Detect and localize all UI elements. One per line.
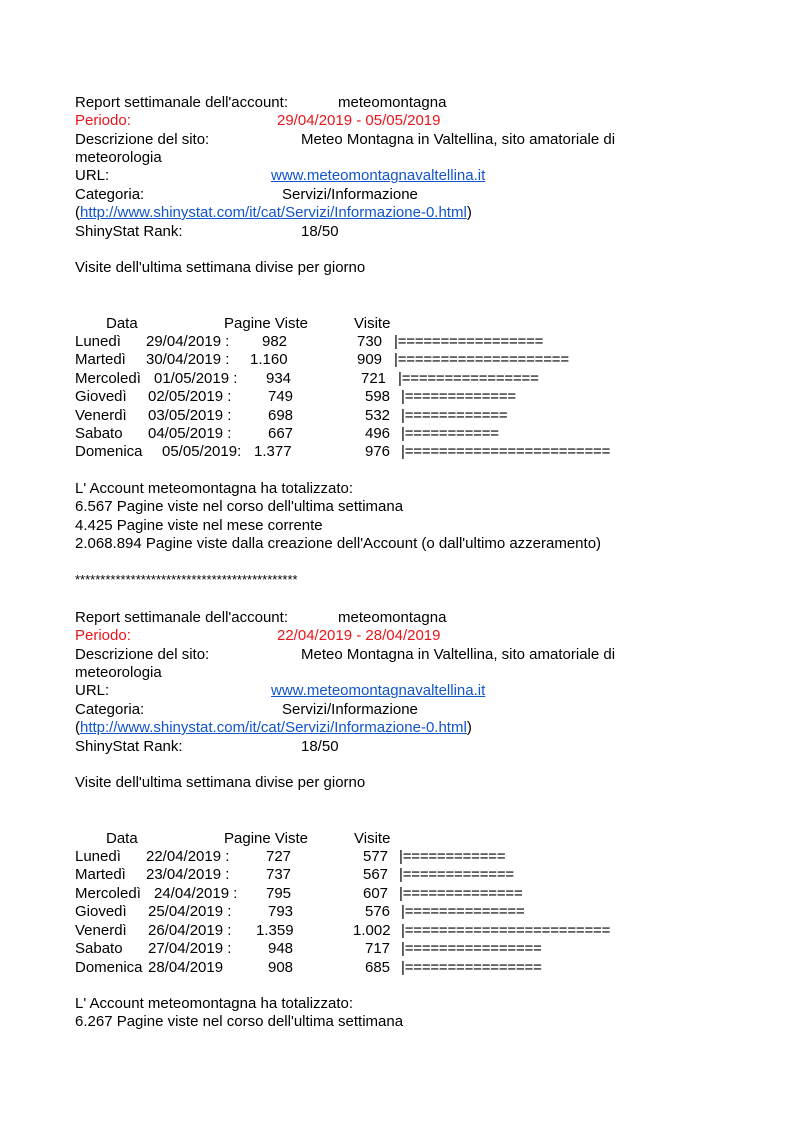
col-header-data: Data <box>106 315 138 332</box>
row-pages: 793 <box>268 903 294 920</box>
row-visits: 577 <box>363 848 389 865</box>
description-label: Descrizione del sito: <box>75 131 210 148</box>
row-visits: 576 <box>365 903 391 920</box>
row-date: 22/04/2019 : <box>146 848 230 865</box>
account-label: Report settimanale dell'account: <box>75 94 288 111</box>
site-url-link[interactable]: www.meteomontagnavaltellina.it <box>271 682 486 699</box>
description-value-cont: meteorologia <box>75 664 162 681</box>
row-visits: 685 <box>365 959 391 976</box>
row-bar: |============== <box>401 903 525 920</box>
rank-value: 18/50 <box>301 738 339 755</box>
description-value: Meteo Montagna in Valtellina, sito amatoriale di <box>301 646 616 663</box>
row-pages: 737 <box>266 866 292 883</box>
row-date: 04/05/2019 : <box>148 425 232 442</box>
row-date: 26/04/2019 : <box>148 922 232 939</box>
site-url-link[interactable]: www.meteomontagnavaltellina.it <box>271 167 486 184</box>
category-url-line <box>75 719 472 737</box>
summary-total: 2.068.894 Pagine viste dalla creazione dell'Account (o dall'ultimo azzeramento) <box>75 535 602 552</box>
category-url-line <box>75 204 472 222</box>
row-bar: |================ <box>401 940 542 957</box>
row-pages: 749 <box>268 388 294 405</box>
description-value-cont: meteorologia <box>75 149 162 166</box>
row-pages: 934 <box>266 370 292 387</box>
paren-open: ( <box>75 719 80 736</box>
summary-week: 6.567 Pagine viste nel corso dell'ultima settimana <box>75 498 404 515</box>
row-pages: 982 <box>262 333 288 350</box>
row-date: 30/04/2019 : <box>146 351 230 368</box>
paren-close: ) <box>466 204 472 221</box>
summary-week: 6.267 Pagine viste nel corso dell'ultima settimana <box>75 1013 404 1030</box>
rank-label: ShinyStat Rank: <box>75 223 183 240</box>
row-date: 01/05/2019 : <box>154 370 238 387</box>
row-visits: 909 <box>357 351 383 368</box>
row-bar: |=========== <box>401 425 499 442</box>
col-header-pages: Pagine Viste <box>224 315 308 332</box>
row-day: Giovedì <box>75 903 127 920</box>
row-visits: 496 <box>365 425 391 442</box>
summary-heading: L' Account meteomontagna ha totalizzato: <box>75 480 354 497</box>
row-pages: 698 <box>268 407 294 424</box>
col-header-pages: Pagine Viste <box>224 830 308 847</box>
row-visits: 976 <box>365 443 391 460</box>
row-pages: 795 <box>266 885 292 902</box>
row-date: 23/04/2019 : <box>146 866 230 883</box>
category-label: Categoria: <box>75 701 145 718</box>
summary-month: 4.425 Pagine viste nel mese corrente <box>75 517 323 534</box>
row-visits: 532 <box>365 407 391 424</box>
row-date: 24/04/2019 : <box>154 885 238 902</box>
row-pages: 667 <box>268 425 294 442</box>
row-visits: 567 <box>363 866 389 883</box>
row-day: Martedì <box>75 866 126 883</box>
row-visits: 730 <box>357 333 383 350</box>
row-day: Lunedì <box>75 848 121 865</box>
row-date: 02/05/2019 : <box>148 388 232 405</box>
period-label: Periodo: <box>75 627 131 644</box>
row-pages: 1.160 <box>250 351 288 368</box>
row-day: Sabato <box>75 940 123 957</box>
paren-close: ) <box>466 719 472 736</box>
col-header-visits: Visite <box>354 315 391 332</box>
row-bar: |============= <box>399 866 514 883</box>
row-bar: |============= <box>401 388 516 405</box>
row-bar: |============ <box>399 848 506 865</box>
row-pages: 1.359 <box>256 922 294 939</box>
row-bar: |======================== <box>401 443 611 460</box>
col-header-data: Data <box>106 830 138 847</box>
url-label: URL: <box>75 682 110 699</box>
row-day: Mercoledì <box>75 885 141 902</box>
row-day: Sabato <box>75 425 123 442</box>
account-value: meteomontagna <box>338 94 447 111</box>
row-visits: 717 <box>365 940 391 957</box>
row-bar: |============ <box>401 407 508 424</box>
category-url-link[interactable]: http://www.shinystat.com/it/cat/Servizi/Informazione-0.html <box>80 204 467 221</box>
row-date: 05/05/2019: <box>162 443 242 460</box>
category-url-link[interactable]: http://www.shinystat.com/it/cat/Servizi/Informazione-0.html <box>80 719 467 736</box>
row-pages: 727 <box>266 848 292 865</box>
rank-value: 18/50 <box>301 223 339 240</box>
row-day: Domenica <box>75 443 143 460</box>
row-date: 25/04/2019 : <box>148 903 232 920</box>
row-bar: |==================== <box>394 351 569 368</box>
url-label: URL: <box>75 167 110 184</box>
period-value: 29/04/2019 - 05/05/2019 <box>277 112 441 129</box>
row-day: Venerdì <box>75 922 127 939</box>
category-label: Categoria: <box>75 186 145 203</box>
period-value: 22/04/2019 - 28/04/2019 <box>277 627 441 644</box>
col-header-visits: Visite <box>354 830 391 847</box>
description-label: Descrizione del sito: <box>75 646 210 663</box>
rank-label: ShinyStat Rank: <box>75 738 183 755</box>
account-label: Report settimanale dell'account: <box>75 609 288 626</box>
row-day: Giovedì <box>75 388 127 405</box>
row-visits: 598 <box>365 388 391 405</box>
description-value: Meteo Montagna in Valtellina, sito amatoriale di <box>301 131 616 148</box>
paren-open: ( <box>75 204 80 221</box>
row-pages: 948 <box>268 940 294 957</box>
category-value: Servizi/Informazione <box>282 186 418 203</box>
category-value: Servizi/Informazione <box>282 701 418 718</box>
row-day: Lunedì <box>75 333 121 350</box>
row-date: 29/04/2019 : <box>146 333 230 350</box>
weekly-heading: Visite dell'ultima settimana divise per giorno <box>75 774 366 791</box>
row-bar: |================ <box>401 959 542 976</box>
row-visits: 1.002 <box>353 922 391 939</box>
account-value: meteomontagna <box>338 609 447 626</box>
row-pages: 1.377 <box>254 443 292 460</box>
row-visits: 721 <box>361 370 387 387</box>
row-date: 03/05/2019 : <box>148 407 232 424</box>
summary-heading: L' Account meteomontagna ha totalizzato: <box>75 995 354 1012</box>
row-bar: |============== <box>399 885 523 902</box>
row-date: 28/04/2019 <box>148 959 224 976</box>
row-day: Domenica <box>75 959 143 976</box>
row-day: Martedì <box>75 351 126 368</box>
row-bar: |======================== <box>401 922 611 939</box>
separator: ******************************************** <box>75 572 298 587</box>
row-bar: |================= <box>394 333 544 350</box>
row-visits: 607 <box>363 885 389 902</box>
weekly-heading: Visite dell'ultima settimana divise per giorno <box>75 259 366 276</box>
period-label: Periodo: <box>75 112 131 129</box>
row-pages: 908 <box>268 959 294 976</box>
row-bar: |================ <box>398 370 539 387</box>
row-date: 27/04/2019 : <box>148 940 232 957</box>
row-day: Mercoledì <box>75 370 141 387</box>
row-day: Venerdì <box>75 407 127 424</box>
